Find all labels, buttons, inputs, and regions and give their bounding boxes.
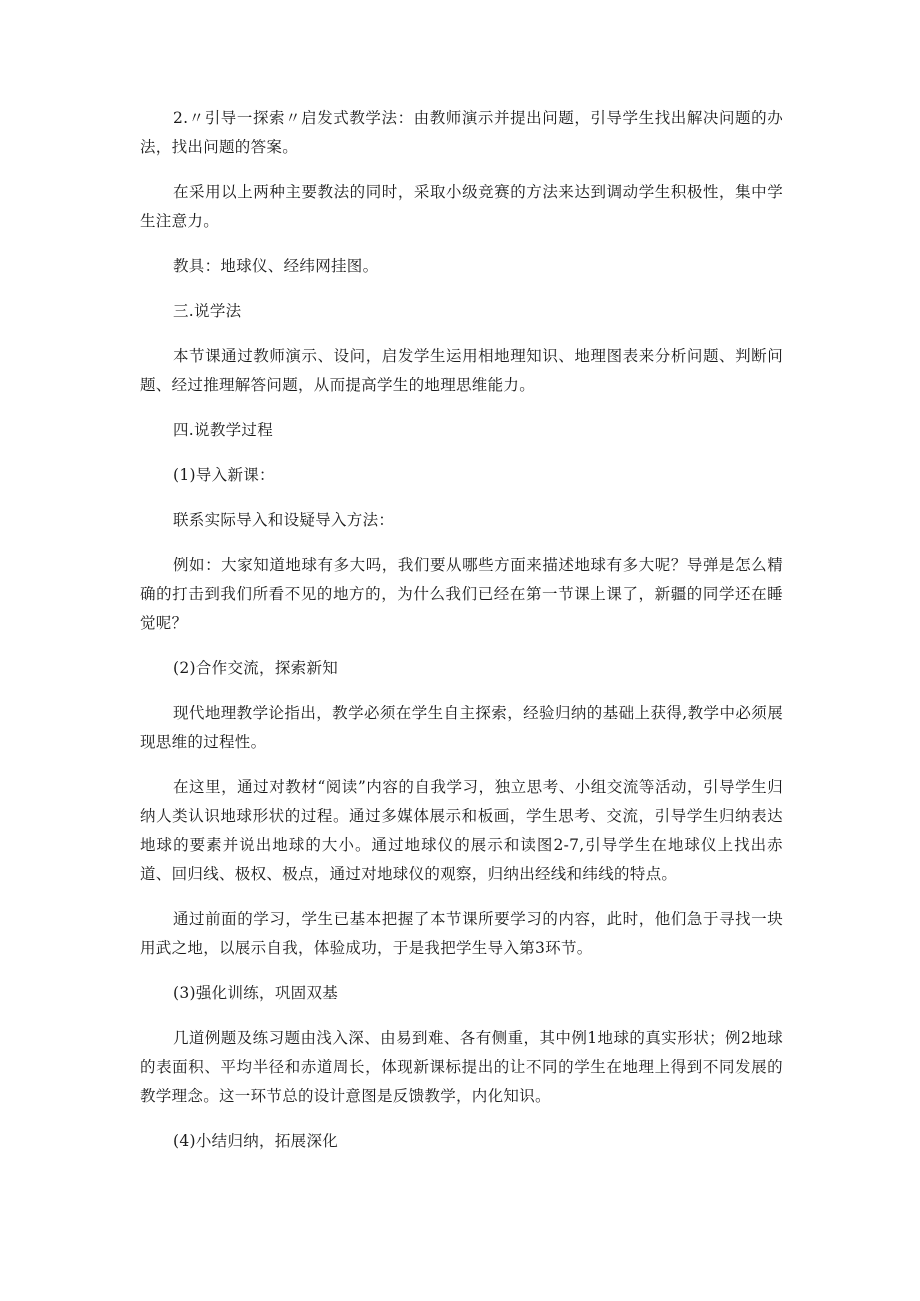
section-heading-learning-method: 三.说学法 — [173, 302, 242, 320]
paragraph-exercises: 几道例题及练习题由浅入深、由易到难、各有侧重，其中例1地球的真实形状；例2地球的表面积、平均半径和赤道周长，体现新课标提出的让不同的学生在地理上得到不同发展的教学理念。这一环节总的设计意图是反馈教学，内化知识。 — [140, 1029, 783, 1105]
paragraph-learning-method: 本节课通过教师演示、设问，启发学生运用相地理知识、地理图表来分析问题、判断问题、经过推理解答问题，从而提高学生的地理思维能力。 — [140, 347, 783, 394]
paragraph-example-questions: 例如：大家知道地球有多大吗，我们要从哪些方面来描述地球有多大呢？导弹是怎么精确的打击到我们所看不见的地方的，为什么我们已经在第一节课上课了，新疆的同学还在睡觉呢？ — [140, 556, 783, 632]
paragraph-introduction-method: 联系实际导入和设疑导入方法： — [173, 511, 395, 529]
subheading-summary: (4)小结归纳，拓展深化 — [173, 1132, 339, 1150]
paragraph-teaching-aids: 教具：地球仪、经纬网挂图。 — [173, 257, 379, 275]
paragraph-competition-method: 在采用以上两种主要教法的同时，采取小级竞赛的方法来达到调动学生积极性，集中学生注意力。 — [140, 183, 783, 230]
paragraph-heuristic-method: 2.〃引导一探索〃启发式教学法：由教师演示并提出问题，引导学生找出解决问题的办法，找出问题的答案。 — [140, 109, 783, 156]
section-heading-teaching-process: 四.说教学过程 — [173, 421, 274, 439]
subheading-training: (3)强化训练，巩固双基 — [173, 984, 339, 1002]
paragraph-modern-theory: 现代地理教学论指出，教学必须在学生自主探索，经验归纳的基础上获得,教学中必须展现思维的过程性。 — [140, 704, 783, 751]
subheading-cooperation: (2)合作交流，探索新知 — [173, 659, 339, 677]
paragraph-globe-activity: 在这里，通过对教材“阅读”内容的自我学习，独立思考、小组交流等活动，引导学生归纳人类认识地球形状的过程。通过多媒体展示和板画，学生思考、交流，引导学生归纳表达地球的要素并说出地球的大小。通过地球仪的展示和读图2-7,引导学生在地球仪上找出赤道、回归线、极权、极点，通过对地球仪的观察，归纳出经线和纬线的特点。 — [140, 778, 783, 883]
subheading-introduction: (1)导入新课： — [173, 466, 275, 484]
document-body — [140, 104, 783, 1172]
paragraph-transition: 通过前面的学习，学生已基本把握了本节课所要学习的内容，此时，他们急于寻找一块用武之地，以展示自我，体验成功，于是我把学生导入第3环节。 — [140, 910, 783, 957]
